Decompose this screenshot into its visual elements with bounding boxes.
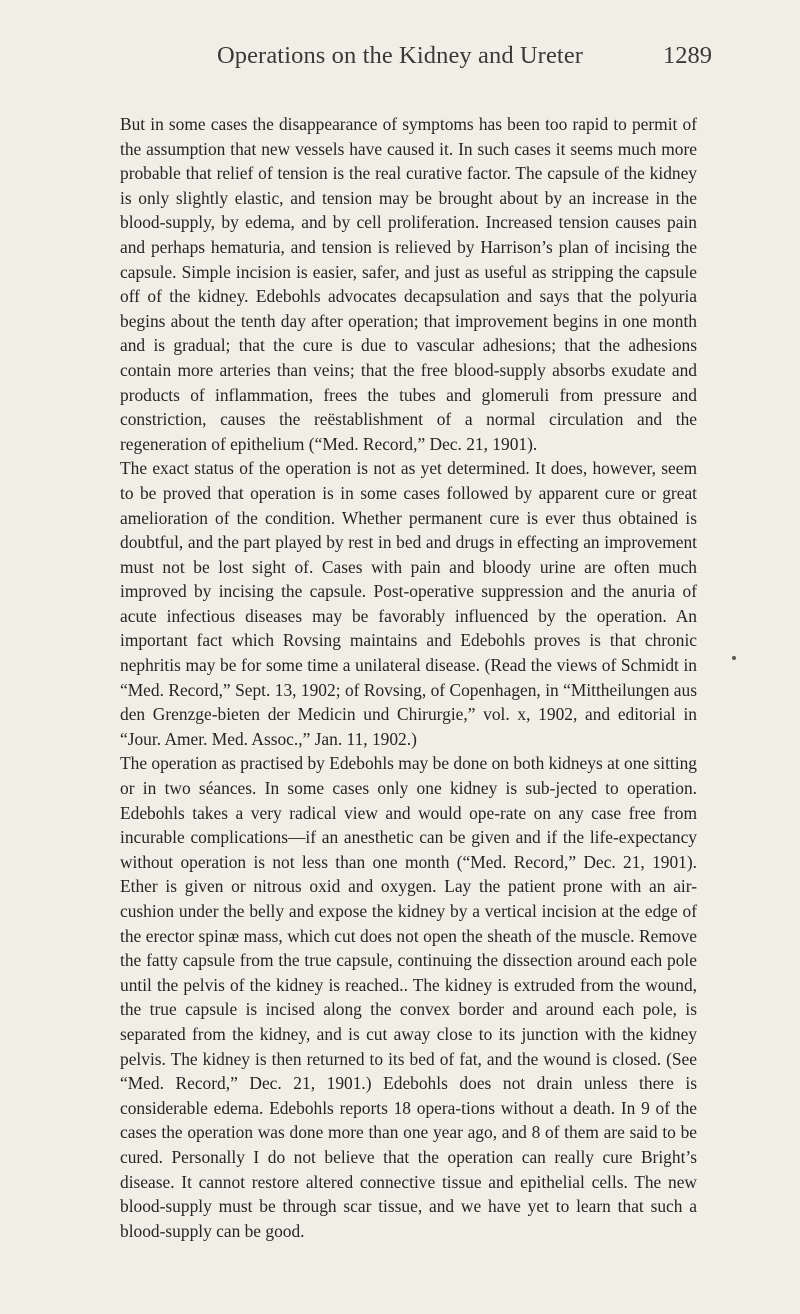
margin-mark [732, 656, 736, 660]
paragraph: The exact status of the operation is not as yet determined. It does, however, seem to be proved that operation is in some cases followed by apparent cure or great amelioration of the condition. Whether permanent cure is ever thus obtained is doubtful, and the part played by rest in bed and drugs in effecting an improvement must not be lost sight of. Cases with pain and bloody urine are often much improved by incising the capsule. Post-operative suppression and the anuria of acute infectious diseases may be favorably influenced by the operation. An important fact which Rovsing maintains and Edebohls proves is that chronic nephritis may be for some time a unilateral disease. (Read the views of Schmidt in “Med. Record,” Sept. 13, 1902; of Rovsing, of Copenhagen, in “Mittheilungen aus den Grenzge-bieten der Medicin und Chirurgie,” vol. x, 1902, and editorial in “Jour. Amer. Med. Assoc.,” Jan. 11, 1902.) [120, 458, 697, 749]
body-text [120, 112, 697, 1243]
page-number: 1289 [663, 42, 712, 69]
paragraph: But in some cases the disappearance of symptoms has been too rapid to permit of the assumption that new vessels have caused it. In such cases it seems much more probable that relief of tension is the real curative factor. The capsule of the kidney is only slightly elastic, and tension may be brought about by an increase in the blood-supply, by edema, and by cell proliferation. Increased tension causes pain and perhaps hematuria, and tension is relieved by Harrison’s plan of incising the capsule. Simple incision is easier, safer, and just as useful as stripping the capsule off of the kidney. Edebohls advocates decapsulation and says that the polyuria begins about the tenth day after operation; that improvement begins in one month and is gradual; that the cure is due to vascular adhesions; that the adhesions contain more arteries than veins; that the free blood-supply absorbs exudate and products of inflammation, frees the tubes and glomeruli from pressure and constriction, causes the reëstablishment of a normal circulation and the regeneration of epithelium (“Med. Record,” Dec. 21, 1901). [120, 114, 697, 454]
paragraph: The operation as practised by Edebohls may be done on both kidneys at one sitting or in two séances. In some cases only one kidney is sub-jected to operation. Edebohls takes a very radical view and would ope-rate on any case free from incurable complications—if an anesthetic can be given and if the life-expectancy without operation is not less than one month (“Med. Record,” Dec. 21, 1901). Ether is given or nitrous oxid and oxygen. Lay the patient prone with an air-cushion under the belly and expose the kidney by a vertical incision at the edge of the erector spinæ mass, which cut does not open the sheath of the muscle. Remove the fatty capsule from the true capsule, continuing the dissection around each pole until the pelvis of the kidney is reached.. The kidney is extruded from the wound, the true capsule is incised along the convex border and around each pole, is separated from the kidney, and is cut away close to its junction with the kidney pelvis. The kidney is then returned to its bed of fat, and the wound is closed. (See “Med. Record,” Dec. 21, 1901.) Edebohls does not drain unless there is considerable edema. Edebohls reports 18 opera-tions without a death. In 9 of the cases the operation was done more than one year ago, and 8 of them are said to be cured. Personally I do not believe that the operation can really cure Bright’s disease. It cannot restore altered connective tissue and epithelial cells. The new blood-supply must be through scar tissue, and we have yet to learn that such a blood-supply can be good. [120, 753, 697, 1241]
page-header [0, 42, 800, 82]
running-title: Operations on the Kidney and Ureter [216, 42, 584, 69]
